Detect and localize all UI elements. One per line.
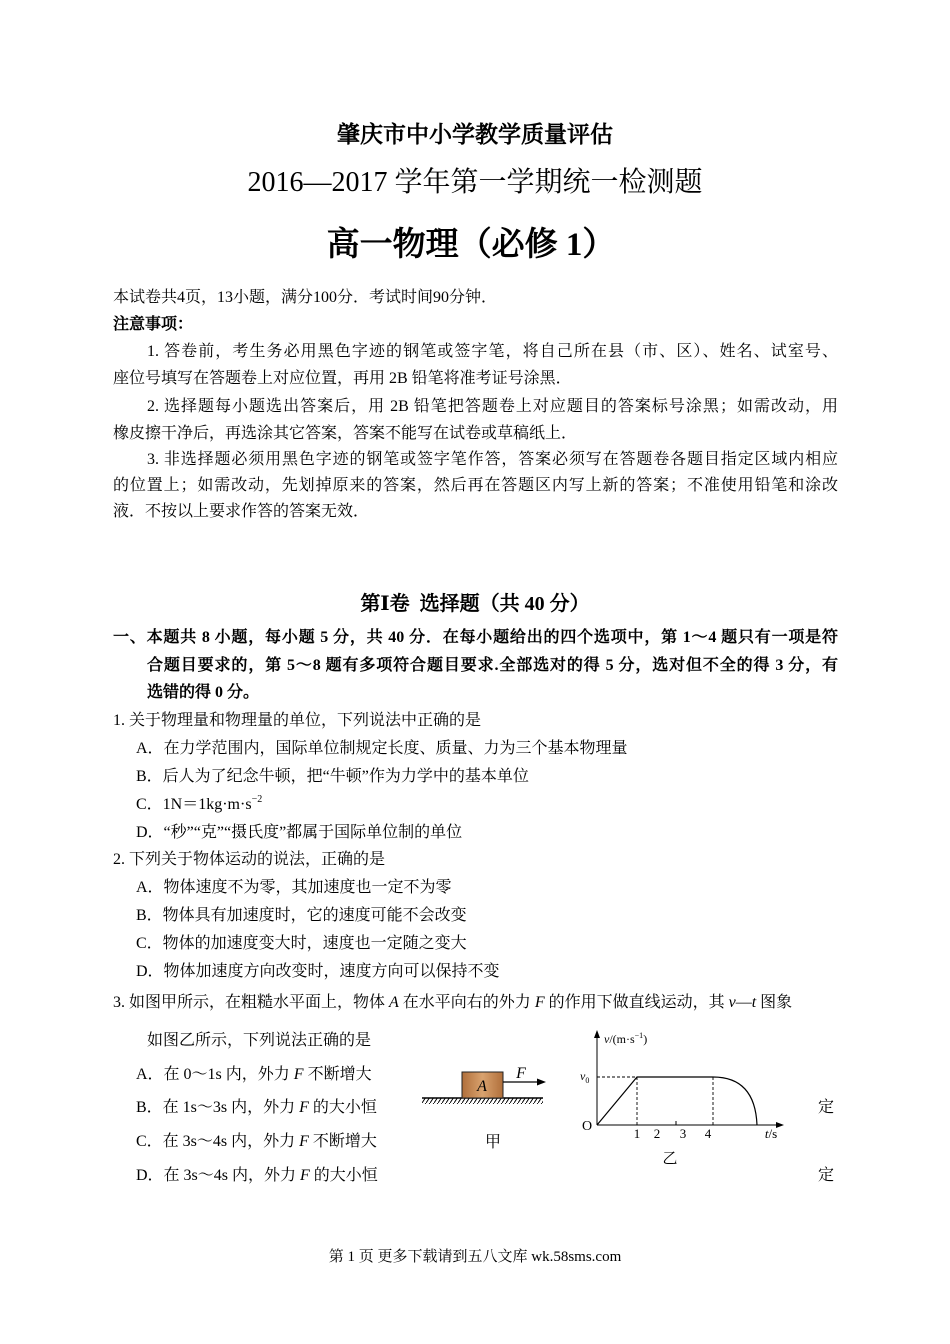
section-heading: 第Ⅰ卷 选择题（共 40 分） [360,593,590,615]
instruction-line-1: 一、本题共 8 小题，每小题 5 分，共 40 分．在每小题给出的四个选项中，第 1～4 题只有一项是符 [113,629,838,646]
option-text: D．在 3s～4s 内，外力 [136,1167,301,1184]
notice-item-2-line-2: 橡皮擦干净后，再选涂其它答案，答案不能写在试卷或草稿纸上． [113,425,578,442]
force-arrow-head [537,1079,546,1086]
exam-intro: 本试卷共4页，13小题，满分100分．考试时间90分钟． [113,289,498,306]
option-c-exponent: −2 [251,794,263,805]
question-3-stem-continued: 如图乙所示，下列说法正确的是 [147,1032,372,1049]
x-tick-label-3: 3 [679,1126,687,1141]
option-text: 不断增大 [308,1133,377,1150]
question-2-stem: 2. 下列关于物体运动的说法，正确的是 [113,851,386,868]
v0-label-sub: 0 [585,1076,590,1085]
y-axis-label-close: ) [643,1032,648,1046]
y-axis-arrow [594,1030,600,1038]
question-1-stem: 1. 关于物理量和物理量的单位，下列说法中正确的是 [113,712,482,729]
question-3-option-a [136,1065,372,1085]
x-tick-label-4: 4 [704,1126,712,1141]
header-org-title: 肇庆市中小学教学质量评估 [337,122,613,148]
question-3-option-b [136,1098,377,1118]
option-text: A．在 0～1s 内，外力 [136,1066,294,1083]
question-3-stem-dash: — [735,994,752,1011]
question-3-option-c [136,1132,377,1152]
option-text: 的大小恒 [308,1099,377,1116]
x-axis-label-var: t [764,1126,769,1141]
variable-f: F [299,1099,309,1116]
question-2-option-b: B．物体具有加速度时，它的速度可能不会改变 [136,907,467,924]
question-2-option-d: D．物体加速度方向改变时，速度方向可以保持不变 [136,963,500,980]
question-1-option-c [136,795,262,815]
question-3-option-b-end: 定 [818,1099,835,1116]
option-c-text: C．1N＝1kg·m·s [136,796,252,813]
y-axis-label-var: v [604,1032,610,1046]
question-1-option-b: B．后人为了纪念牛顿，把“牛顿”作为力学中的基本单位 [136,768,529,785]
question-3-stem-part: 3. 如图甲所示，在粗糙水平面上，物体 [113,994,390,1011]
figure-yi-caption: 乙 [662,1151,678,1167]
notice-heading: 注意事项： [113,316,194,333]
question-3-option-d [136,1166,378,1186]
option-text: C．在 3s～4s 内，外力 [136,1133,300,1150]
header-subject-title: 高一物理（必修 1） [326,227,616,263]
variable-f: F [299,1133,309,1150]
option-text: B．在 1s～3s 内，外力 [136,1099,300,1116]
page-footer: 第 1 页 更多下载请到五八文库 wk.58sms.com [328,1249,622,1265]
origin-label: O [581,1119,593,1134]
variable-v: v [728,994,736,1011]
instruction-line-2: 合题目要求的，第 5～8 题有多项符合题目要求.全部选对的得 5 分，选对但不全的得 3 分，有 [147,657,838,674]
x-tick-label-1: 1 [633,1126,641,1141]
vt-graph-line [597,1077,757,1125]
variable-f: F [300,1167,310,1184]
notice-item-1-line-1: 1. 答卷前，考生务必用黑色字迹的钢笔或签字笔，将自己所在县（市、区）、姓名、试室号、 [147,343,838,360]
option-text: 不断增大 [303,1066,372,1083]
notice-item-2-line-1: 2. 选择题每小题选出答案后，用 2B 铅笔把答题卷上对应题目的答案标号涂黑；如需改动，用 [147,398,838,415]
block-label: A [477,1078,487,1095]
question-1-option-d: D．“秒”“克”“摄氏度”都属于国际单位制的单位 [136,824,463,841]
figure-yi [570,1020,800,1170]
notice-item-3-line-3: 液．不按以上要求作答的答案无效． [113,503,370,520]
option-text: 的大小恒 [309,1167,378,1184]
variable-t: t [751,994,757,1011]
v0-label [580,1069,589,1085]
variable-f: F [293,1066,304,1083]
ground-hatching [422,1098,543,1104]
question-1-option-a: A．在力学范围内，国际单位制规定长度、质量、力为三个基本物理量 [136,740,628,757]
instruction-line-3: 选错的得 0 分。 [147,684,260,701]
question-3-stem [113,993,792,1013]
figure-jia [410,1055,560,1155]
header-term-title: 2016—2017 学年第一学期统一检测题 [247,167,703,198]
variable-f: F [534,994,545,1011]
question-2-option-a: A．物体速度不为零，其加速度也一定不为零 [136,879,452,896]
x-axis-label-unit: /s [768,1126,778,1141]
y-axis-label-unit: /(m·s [609,1032,635,1046]
force-label: F [516,1065,526,1082]
notice-item-3-line-2: 的位置上；如需改动，先划掉原来的答案，然后再在答题区内写上新的答案；不准使用铅笔和涂改 [113,477,838,494]
y-axis-label [604,1031,647,1046]
notice-item-1-line-2: 座位号填写在答题卷上对应位置，再用 2B 铅笔将准考证号涂黑． [113,370,572,387]
question-3-stem-part: 的作用下做直线运动，其 [544,994,729,1011]
question-3-stem-part: 在水平向右的外力 [398,994,535,1011]
x-tick-label-2: 2 [653,1126,661,1141]
y-axis-label-exponent: −1 [634,1031,644,1040]
v0-label-var: v [580,1069,586,1083]
figure-jia-caption: 甲 [484,1134,502,1151]
x-axis-label [765,1126,777,1141]
question-3-stem-part: 图象 [756,994,793,1011]
question-3-option-d-end: 定 [818,1167,835,1184]
question-2-option-c: C．物体的加速度变大时，速度也一定随之变大 [136,935,467,952]
x-axis-arrow [776,1122,784,1128]
variable-a: A [389,994,399,1011]
notice-item-3-line-1: 3. 非选择题必须用黑色字迹的钢笔或签字笔作答，答案必须写在答题卷各题目指定区域内相应 [147,451,838,468]
